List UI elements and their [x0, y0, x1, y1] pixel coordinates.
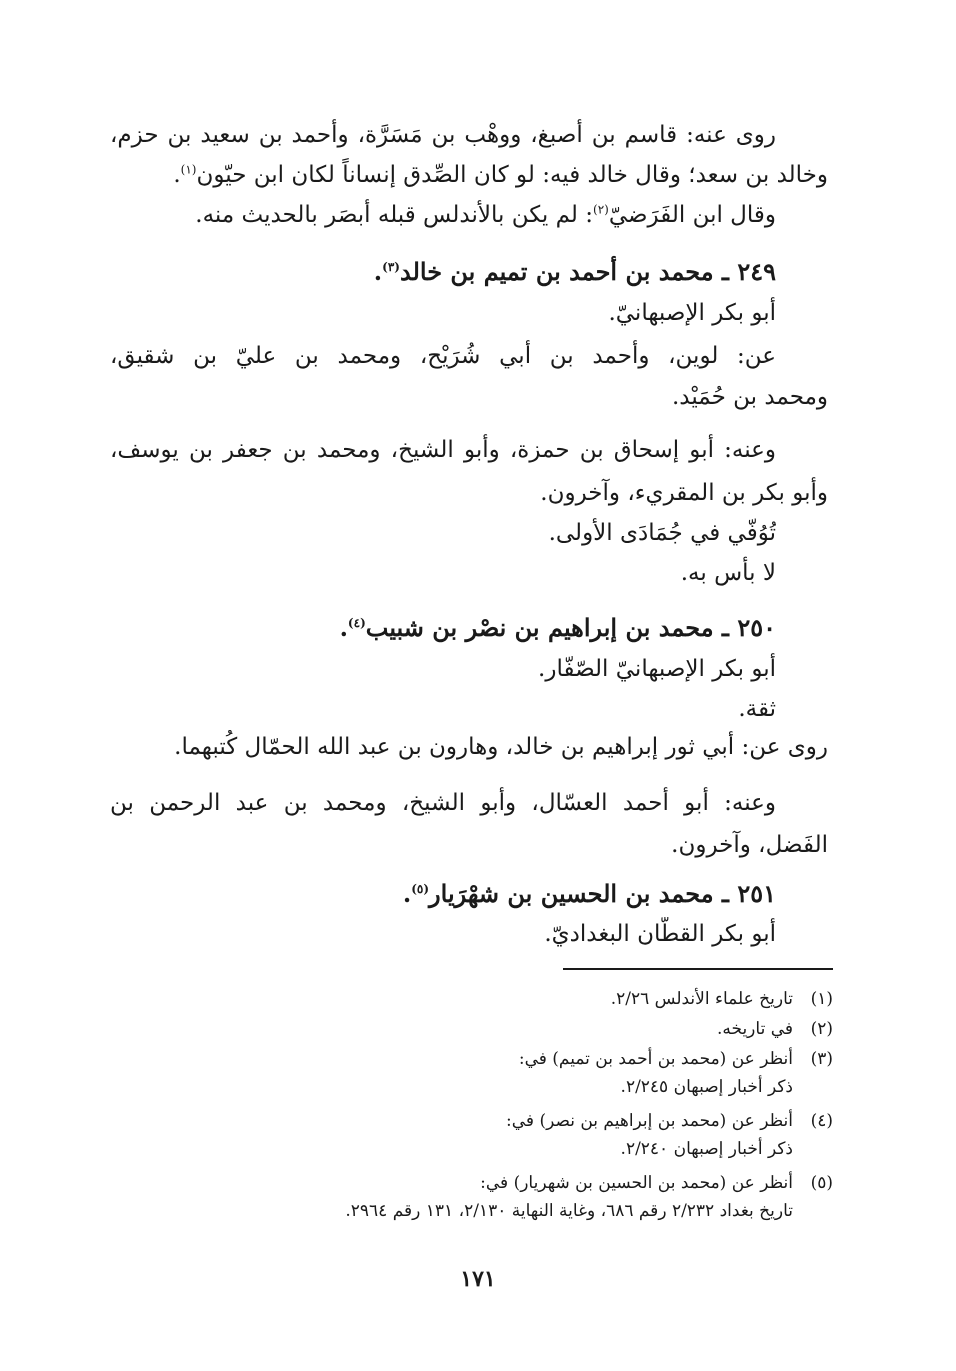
body-line	[110, 380, 828, 414]
footnote-marker: (٢)	[593, 202, 609, 217]
body-line	[110, 516, 776, 550]
body-line	[110, 198, 776, 232]
page-number: ١٧١	[460, 1266, 496, 1292]
body-line	[110, 692, 776, 726]
line-text: تُوُفّي في جُمَادَى الأولى.	[548, 520, 776, 546]
footnote	[200, 1136, 793, 1162]
footnote	[200, 1108, 833, 1134]
footnote	[200, 1170, 833, 1196]
footnote-number: (٤)	[810, 1111, 833, 1131]
line-text: أبو بكر الإصبهانيّ.	[608, 300, 776, 326]
body-line	[110, 786, 776, 820]
body-line	[110, 158, 828, 192]
entry-heading	[110, 611, 776, 645]
footnote-text: ذكر أخبار إصبهان ٢/٢٤٠.	[620, 1139, 793, 1159]
line-text: أبو بكر القطّان البغداديّ.	[544, 921, 776, 947]
line-text: وعنه: أبو أحمد العسّال، وأبو الشيخ، ومحمد بن عبد الرحمن بن	[110, 790, 776, 816]
footnote-number: (١)	[810, 989, 833, 1009]
line-text: أبو بكر الإصبهانيّ الصّفّار.	[538, 656, 776, 682]
footnote	[200, 1198, 793, 1224]
line-text: وخالد بن سعد؛ وقال خالد فيه: لو كان الصِّدق إنساناً لكان ابن حيّون	[196, 162, 828, 188]
footnote	[200, 1074, 793, 1100]
body-line	[110, 828, 828, 862]
footnote-text: أنظر عن (محمد بن أحمد بن تميم) في:	[518, 1049, 793, 1069]
footnote-text: ذكر أخبار إصبهان ٢/٢٤٥.	[620, 1077, 793, 1097]
line-text: ٢٤٩ ـ محمد بن أحمد بن تميم بن خالد	[399, 257, 776, 286]
line-text: وعنه: أبو إسحاق بن حمزة، وأبو الشيخ، ومحمد بن جعفر بن يوسف،	[110, 437, 776, 463]
footnote-text: تاريخ علماء الأندلس ٢/٢٦.	[610, 989, 793, 1009]
line-text: روى عنه: قاسم بن أصبغ، ووهْب بن مَسَرَّة، وأحمد بن سعيد بن حزم،	[110, 122, 776, 148]
line-tail: .	[373, 257, 383, 286]
footnote-marker: (٥)	[411, 882, 430, 896]
line-tail: : لم يكن بالأندلس قبله أبصَر بالحديث منه.	[195, 202, 593, 228]
footnote-text: أنظر عن (محمد بن إبراهيم بن نصر) في:	[506, 1111, 793, 1131]
footnote	[200, 1046, 833, 1072]
body-line	[110, 433, 776, 467]
body-line	[110, 917, 776, 951]
line-tail: .	[339, 613, 348, 642]
line-text: وقال ابن الفَرَضيّ	[608, 202, 776, 228]
line-tail: .	[173, 162, 181, 188]
line-text: الفَضل، وآخرون.	[671, 832, 828, 858]
footnote-number: (٢)	[810, 1019, 833, 1039]
footnote-marker: (٤)	[347, 616, 366, 630]
footnote-number: (٥)	[810, 1173, 833, 1193]
entry-heading	[110, 255, 776, 289]
footnote	[200, 1016, 833, 1042]
line-text: ٢٥٠ ـ محمد بن إبراهيم بن نصْر بن شبيب	[365, 613, 776, 642]
body-line	[110, 652, 776, 686]
footnote-number: (٣)	[810, 1049, 833, 1069]
line-text: ٢٥١ ـ محمد بن الحسين بن شهْرَيار	[429, 879, 776, 908]
footnote-text: في تاريخه.	[716, 1019, 793, 1039]
line-text: روى عن: أبي ثور إبراهيم بن خالد، وهارون بن عبد الله الحمّال كُتبهما.	[174, 734, 828, 760]
body-line	[110, 118, 776, 152]
footnote-text: أنظر عن (محمد بن الحسين بن شهريار) في:	[480, 1173, 793, 1193]
entry-heading	[110, 877, 776, 911]
footnote	[200, 986, 833, 1012]
line-text: ومحمد بن حُمَيْد.	[671, 384, 828, 410]
line-tail: .	[402, 879, 412, 908]
footnote-separator	[563, 968, 833, 970]
body-line	[110, 730, 828, 764]
footnote-marker: (٣)	[382, 260, 400, 274]
line-text: عن: لوين، وأحمد بن أبي شُرَيْح، ومحمد بن عليّ بن شقيق،	[110, 343, 776, 369]
body-line	[110, 296, 776, 330]
line-text: وأبو بكر بن المقريء، وآخرون.	[540, 480, 828, 506]
line-text: لا بأس به.	[680, 560, 776, 586]
body-line	[110, 339, 776, 373]
body-line	[110, 476, 828, 510]
line-text: ثقة.	[738, 696, 776, 722]
footnote-text: تاريخ بغداد ٢/٢٣٢ رقم ٦٨٦، وغاية النهاية ٢/١٣٠، ١٣١ رقم ٢٩٦٤.	[345, 1201, 793, 1221]
footnote-marker: (١)	[180, 162, 197, 177]
body-line	[110, 556, 776, 590]
